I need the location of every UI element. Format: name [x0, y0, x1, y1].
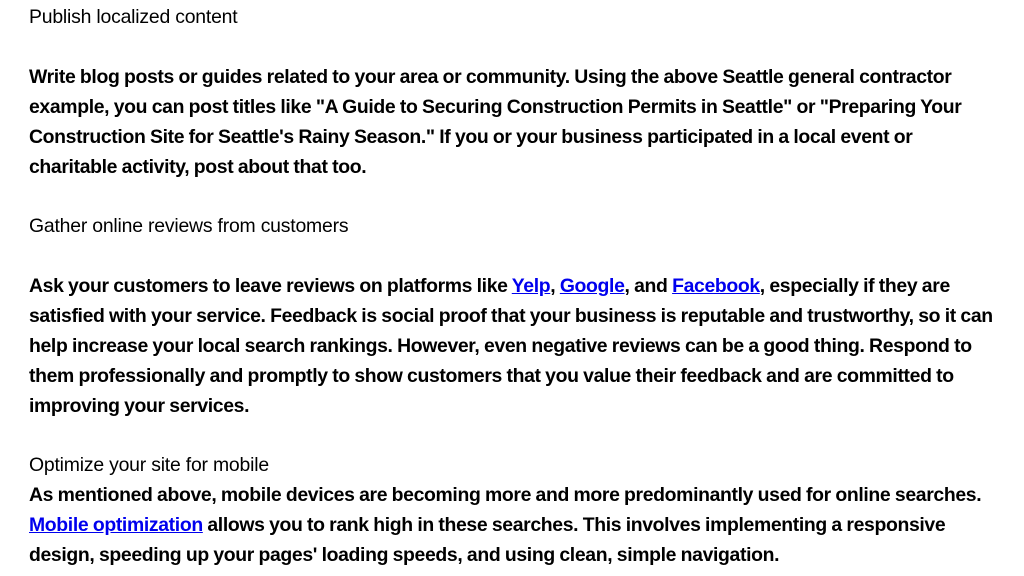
section-paragraph-mobile: [29, 480, 1004, 570]
section-heading-mobile: Optimize your site for mobile: [29, 454, 269, 476]
reviews-separator-1: ,: [550, 275, 560, 297]
reviews-rest-text: , especially if they are satisfied with your service. Feedback is social proof that your business is reputable and trustworthy, so it can help increase your local search rankings. However, even negative reviews can be a good thing. Respond to them professionally and promptly to show customers that you value their feedback and are committed to improving your services.: [29, 275, 993, 417]
section-paragraph-localized-content: Write blog posts or guides related to your area or community. Using the above Seattle general contractor example, you can post titles like "A Guide to Securing Construction Permits in Seattle" or "Preparing Your Construction Site for Seattle's Rainy Season." If you or your business participated in a local event or charitable activity, post about that too.: [29, 66, 962, 178]
facebook-link[interactable]: Facebook: [672, 275, 760, 297]
google-link[interactable]: Google: [559, 275, 625, 297]
reviews-separator-2: , and: [624, 275, 673, 297]
reviews-intro-text: Ask your customers to leave reviews on platforms like: [29, 275, 512, 297]
mobile-intro-text: As mentioned above, mobile devices are becoming more and more predominantly used for online searches.: [29, 484, 982, 506]
section-heading-online-reviews: Gather online reviews from customers: [29, 215, 349, 237]
section-paragraph-online-reviews: [29, 271, 1004, 421]
yelp-link[interactable]: Yelp: [511, 275, 551, 297]
mobile-rest-text: allows you to rank high in these searches. This involves implementing a responsive design, speeding up your pages' loading speeds, and using clean, simple navigation.: [29, 514, 946, 566]
mobile-optimization-link[interactable]: Mobile optimization: [29, 514, 203, 536]
section-heading-localized-content: Publish localized content: [29, 6, 238, 28]
